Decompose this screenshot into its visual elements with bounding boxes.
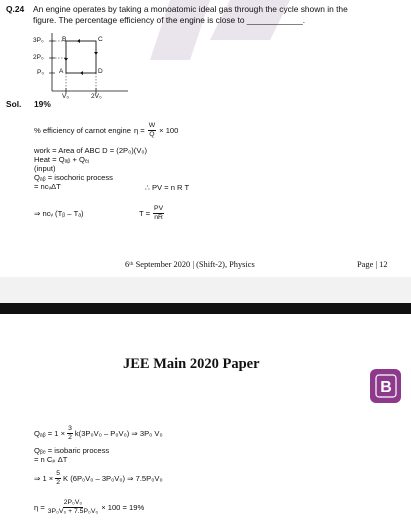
question-number: Q.24 — [6, 4, 25, 14]
point-a-label: A — [59, 68, 64, 75]
heat-line: Heat = Qₐᵦ + Qₑⱼ — [34, 155, 90, 164]
efficiency-formula — [34, 122, 178, 139]
frac-den-2: 2 — [68, 434, 72, 441]
frac-den-2b: 2 — [56, 479, 61, 486]
qbc-calc-tail: K (6P₀V₀ – 3P₀V₀) ⇒ 7.5P₀V₀ — [63, 473, 163, 483]
w-over-q-fraction — [148, 122, 156, 139]
frac-num-w: W — [148, 122, 156, 129]
point-b-label: B — [62, 36, 67, 43]
t-equals: T = — [139, 208, 151, 218]
logo-letter: B — [379, 379, 392, 396]
three-halves-fraction — [67, 425, 73, 442]
qab-calc-tail: k(3P₀V₀ – P₀V₀) ⇒ 3P₀ V₀ — [74, 428, 163, 438]
page-gap — [0, 277, 411, 303]
qbc-calc-line — [34, 470, 163, 487]
ncv-line: = ncᵥΔT — [34, 182, 61, 191]
eta-tail: × 100 = 19% — [101, 502, 145, 512]
y-label-p0: P₀ — [37, 69, 45, 76]
qbc-calc-head: ⇒ 1 × — [34, 473, 54, 483]
page-divider — [0, 303, 411, 314]
qab-calc-line — [34, 425, 163, 442]
eta-frac-num: 2P₀V₀ — [63, 499, 83, 506]
input-line: (input) — [34, 164, 56, 173]
y-label-2p0: 2P₀ — [33, 54, 44, 61]
answer-value: 19% — [34, 99, 51, 109]
frac-num-3: 3 — [68, 425, 72, 432]
eta-result-line — [34, 499, 144, 516]
pv-over-nr-fraction — [153, 205, 164, 222]
logo-b-icon — [375, 374, 397, 398]
question-line-2: figure. The percentage efficiency of the engine is close to ____________. — [33, 14, 306, 25]
page-title: JEE Main 2020 Paper — [123, 356, 260, 372]
eta-label: η = — [34, 502, 45, 512]
qbc-line-2: = n Cₚ ΔT — [34, 455, 68, 464]
qab-line: Qₐᵦ = isochoric process — [34, 173, 113, 182]
pv-diagram — [30, 33, 130, 103]
frac-num-pv: PV — [154, 205, 164, 212]
frac-den-nr: nR — [154, 214, 163, 221]
work-line: work = Area of ABC D = (2P₀)(V₀) — [34, 146, 148, 155]
footer-date: 6ᵗʰ September 2020 | (Shift-2), Physics — [125, 260, 255, 269]
frac-num-5: 5 — [56, 470, 61, 477]
frac-den-q: Q — [149, 131, 155, 138]
eta-fraction — [48, 499, 98, 516]
x-label-2v0: 2V₀ — [91, 93, 102, 100]
solution-label: Sol. — [6, 99, 22, 109]
question-line-1: An engine operates by taking a monoatomic ideal gas through the cycle shown in the — [33, 4, 348, 14]
eta-frac-den: 3P₀V₀ + 7.5P₀V₀ — [47, 508, 99, 515]
arrow-line: ⇒ ncᵥ (Tᵦ – Tₐ) — [34, 209, 84, 218]
qab-calc-head: Qₐᵦ = 1 × — [34, 428, 66, 438]
pv-nrt-line: ∴ PV = n R T — [145, 183, 190, 192]
x-label-v0: V₀ — [62, 93, 70, 100]
point-d-label: D — [98, 68, 103, 75]
efficiency-tail: × 100 — [159, 125, 179, 135]
point-c-label: C — [98, 36, 103, 43]
five-halves-fraction — [55, 470, 61, 487]
efficiency-eta: η = — [133, 125, 145, 135]
y-label-3p0: 3P₀ — [33, 37, 44, 44]
efficiency-text: % efficiency of carnot engine — [34, 125, 131, 135]
question-text — [33, 4, 408, 25]
temperature-formula — [139, 205, 164, 222]
page-number: Page | 12 — [357, 260, 388, 269]
byjus-logo — [370, 369, 401, 403]
qbc-line: Qᵦₑ = isobaric process — [34, 446, 110, 455]
